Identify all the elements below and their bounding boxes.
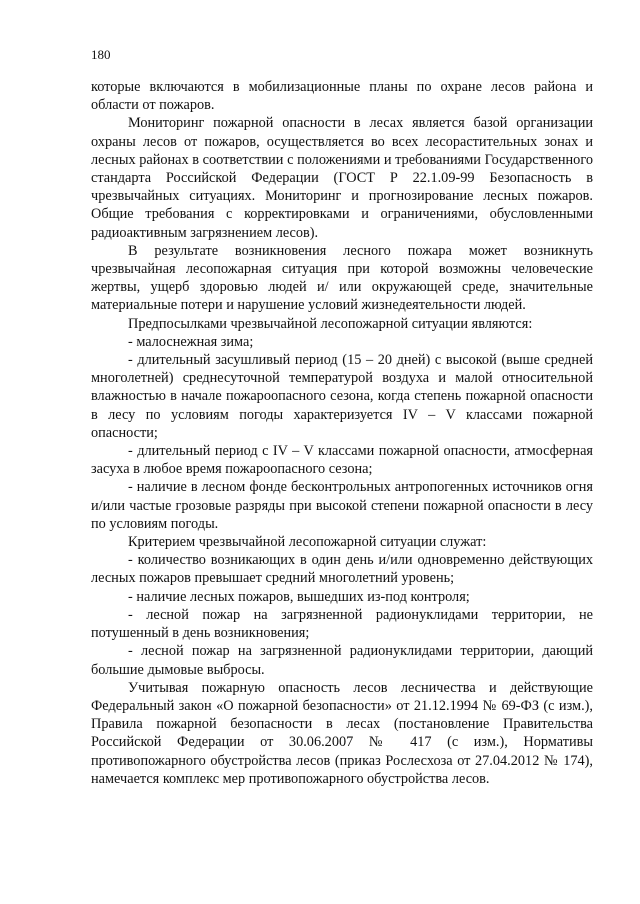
list-item: - длительный период с IV – V классами пожарной опасности, атмосферная засуха в любое время пожароопасного сезона; <box>91 443 593 478</box>
paragraph: Критерием чрезвычайной лесопожарной ситуации служат: <box>128 534 487 551</box>
list-item: - лесной пожар на загрязненной радионуклидами территории, дающий большие дымовые выбросы. <box>91 643 593 678</box>
list-item: - наличие лесных пожаров, вышедших из-под контроля; <box>128 588 470 605</box>
paragraph: Мониторинг пожарной опасности в лесах является базой организации охраны лесов от пожаров, осуществляется во всех лесорастительных зонах и лесных районах в соответствии с положениями и требованиями Государственного стандарта Российской Федерации (ГОСТ Р 22.1.09-99 Безопасность в чрезвычайных ситуациях. Мониторинг и прогнозирование лесных пожаров. Общие требования с корректировками и ограничениями, обусловленными радиоактивным загрязнением лесов). <box>91 115 593 241</box>
list-item: - длительный засушливый период (15 – 20 дней) с высокой (выше средней многолетней) среднесуточной температурой воздуха и малой относительной влажностью в начале пожароопасного сезона, когда степень пожарной опасности в лесу по условиям погоды характеризуется IV – V классами пожарной опасности; <box>91 352 593 441</box>
list-item: - малоснежная зима; <box>128 333 254 350</box>
list-item: - лесной пожар на загрязненной радионуклидами территории, не потушенный в день возникновения; <box>91 606 593 642</box>
page-number: 180 <box>91 47 111 62</box>
body-text <box>91 78 593 788</box>
paragraph: которые включаются в мобилизационные планы по охране лесов района и области от пожаров. <box>91 79 593 114</box>
paragraph: В результате возникновения лесного пожара может возникнуть чрезвычайная лесопожарная ситуация при которой возможны человеческие жертвы, ущерб здоровью людей и/ или окружающей среде, значительные материальные потери и нарушение условий жизнедеятельности людей. <box>91 242 593 314</box>
paragraph: Учитывая пожарную опасность лесов лесничества и действующие Федеральный закон «О пожарной безопасности» от 21.12.1994 № 69-ФЗ (с изм.), Правила пожарной безопасности в лесах (постановление Правительства Российской Федерации от 30.06.2007 № 417 (с изм.), Нормативы противопожарного обустройства лесов (приказ Рослесхоза от 27.04.2012 № 174), намечается комплекс мер противопожарного обустройства лесов. <box>91 679 593 787</box>
paragraph: Предпосылками чрезвычайной лесопожарной ситуации являются: <box>128 315 533 332</box>
list-item: - количество возникающих в один день и/или одновременно действующих лесных пожаров превышает средний многолетний уровень; <box>91 552 593 587</box>
list-item: - наличие в лесном фонде бесконтрольных антропогенных источников огня и/или частые грозовые разряды при высокой степени пожарной опасности в лесу по условиям погоды. <box>91 479 593 532</box>
